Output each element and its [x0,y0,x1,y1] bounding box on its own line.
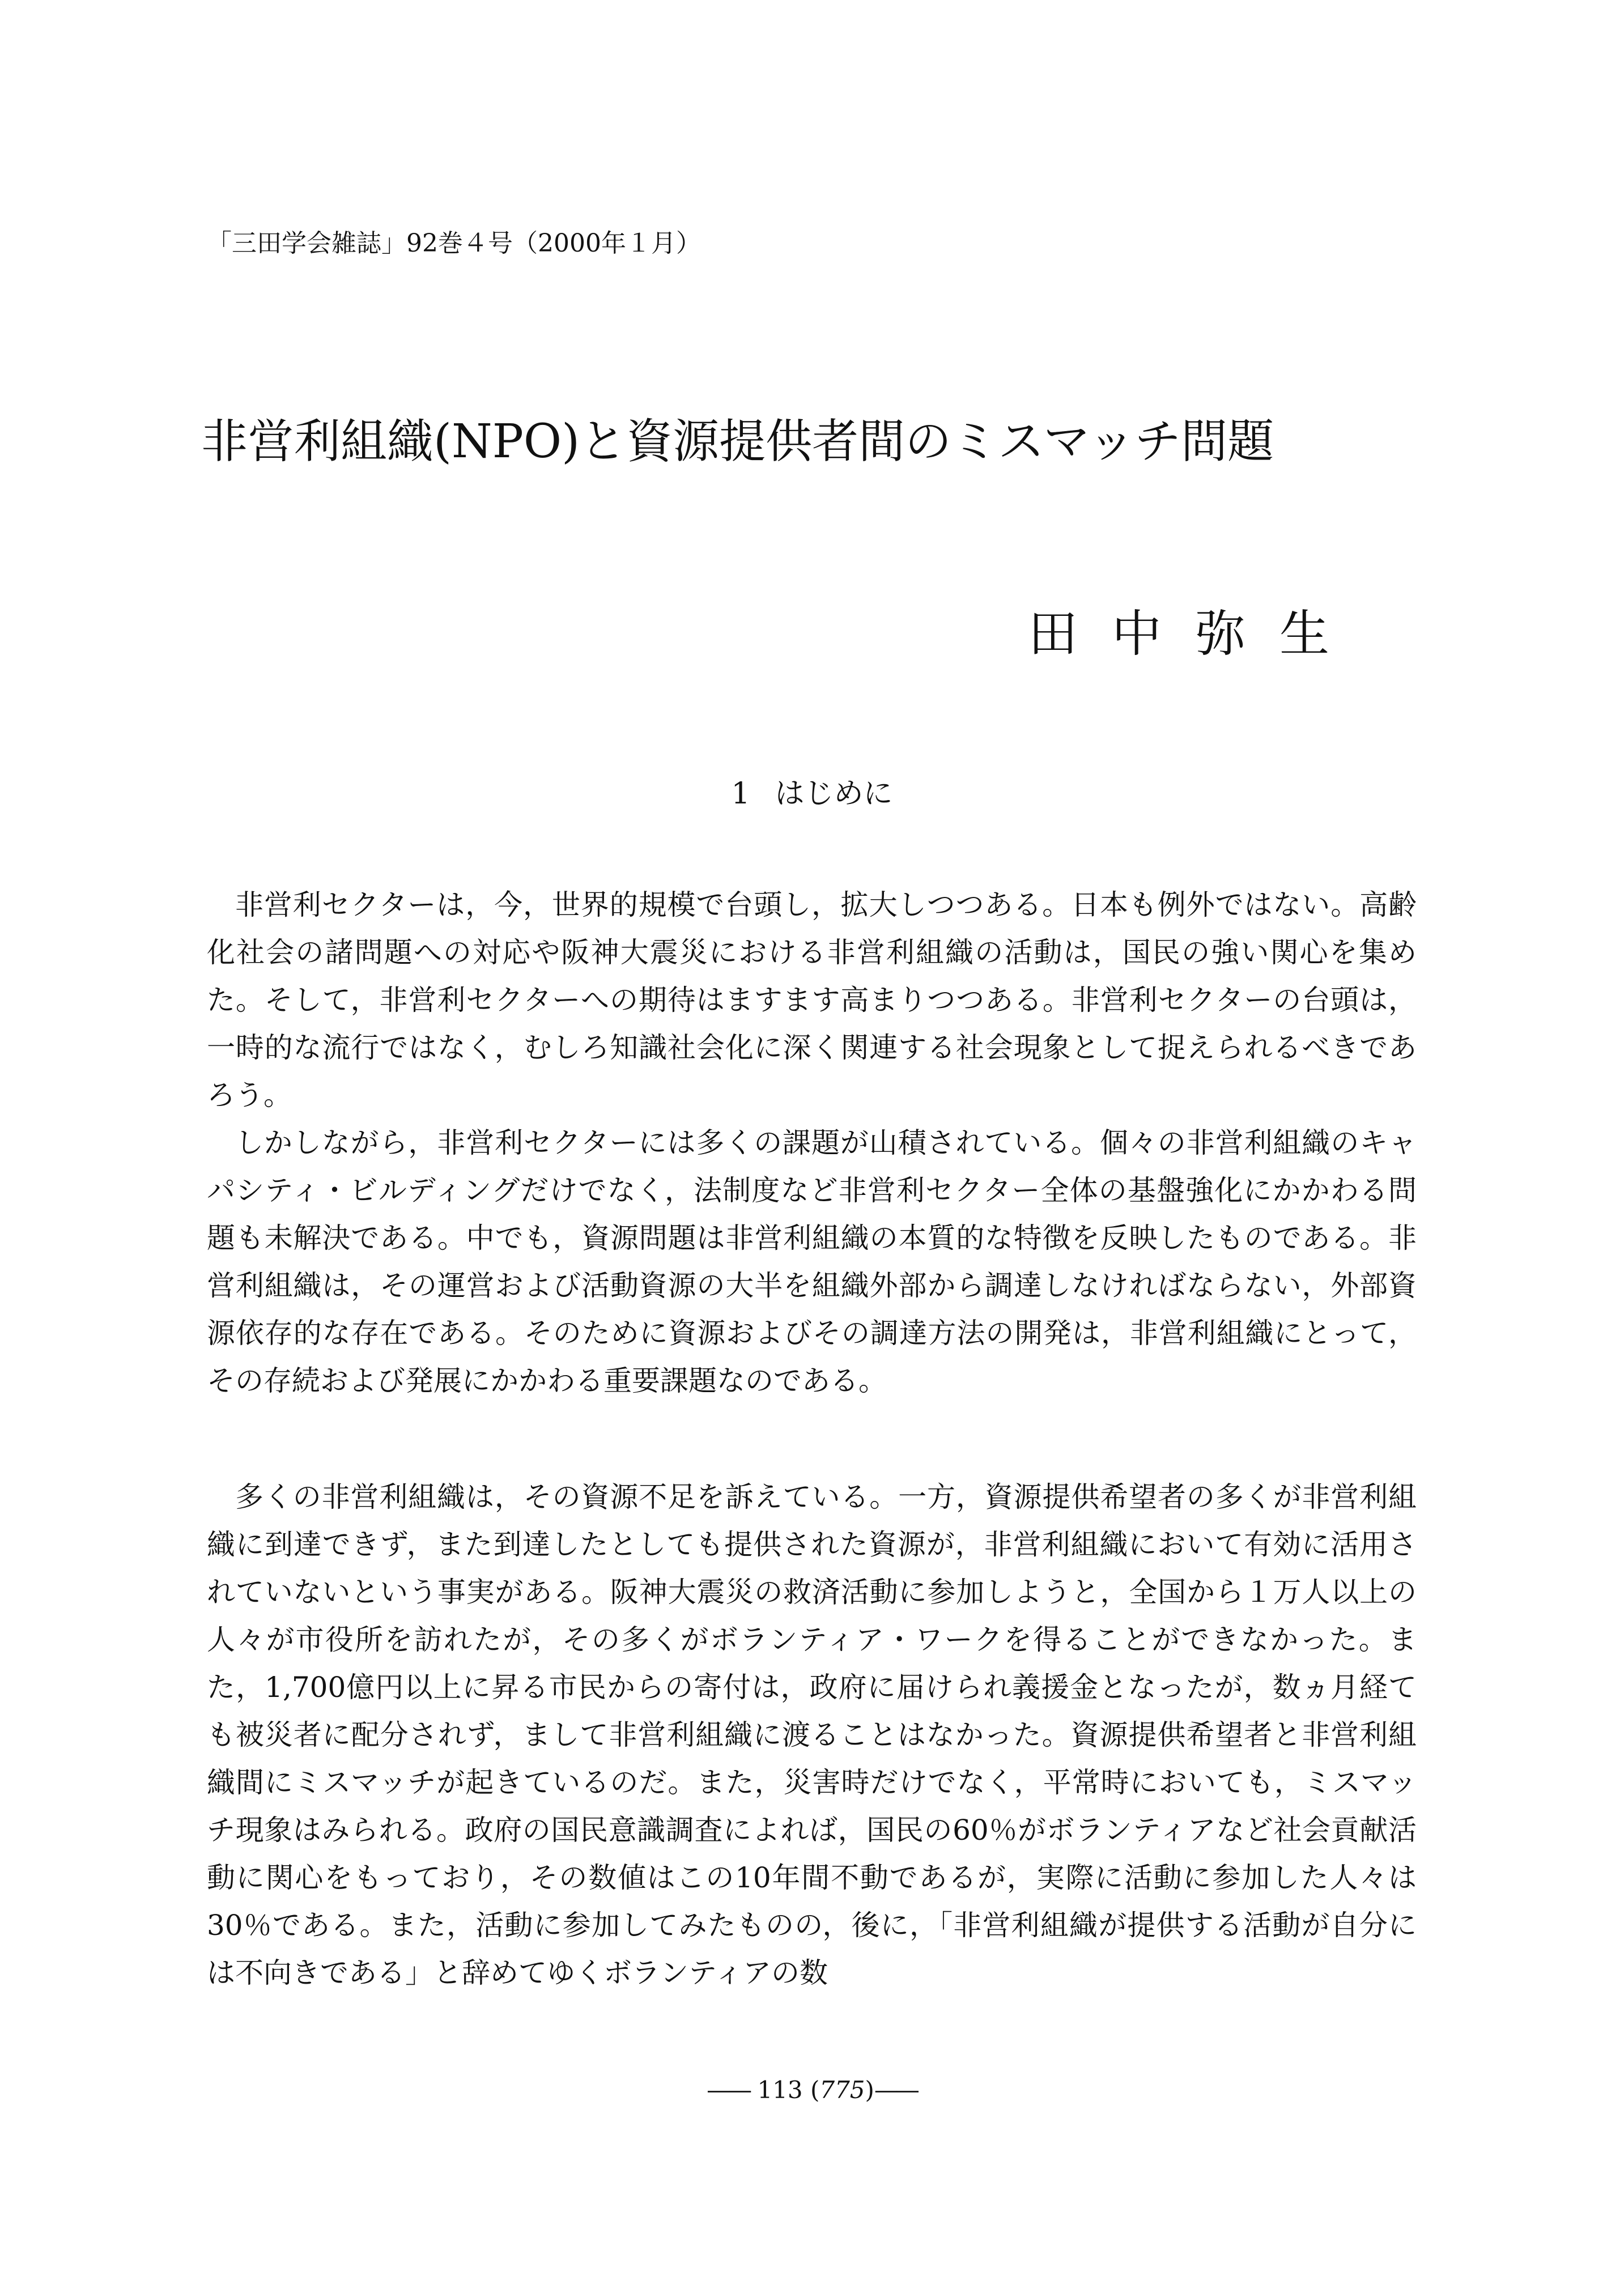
section-number: 1 [731,777,750,811]
original-page-number: 775 [819,2076,865,2104]
page-footer: —— 113 (775)—— [707,2076,917,2104]
footer-dash-left: —— [707,2076,750,2104]
body-block-1 [207,881,1417,1405]
section-heading [0,779,1624,809]
article-title: 非営利組織(NPO)と資源提供者間のミスマッチ問題 [201,415,1274,469]
body-block-2 [207,1473,1417,1997]
section-title: はじめに [775,777,893,811]
page-number: 113 [757,2076,803,2104]
body-paragraph: しかしながら，非営利セクターには多くの課題が山積されている。個々の非営利組織のキャパシティ・ビルディングだけでなく，法制度など非営利セクター全体の基盤強化にかかわる問題も未解決である。中でも，資源問題は非営利組織の本質的な特徴を反映したものである。非営利組織は，その運営および活動資源の大半を組織外部から調達しなければならない，外部資源依存的な存在である。そのために資源およびその調達方法の開発は，非営利組織にとって，その存続および発展にかかわる重要課題なのである。 [207,1126,1417,1397]
journal-citation: 「三田学会雑誌」92巻４号（2000年１月） [207,229,701,258]
body-paragraph: 非営利セクターは，今，世界的規模で台頭し，拡大しつつある。日本も例外ではない。高齢化社会の諸問題への対応や阪神大震災における非営利組織の活動は，国民の強い関心を集めた。そして，非営利セクターへの期待はますます高まりつつある。非営利セクターの台頭は，一時的な流行ではなく，むしろ知識社会化に深く関連する社会現象として捉えられるべきであろう。 [207,888,1417,1112]
body-paragraph: 多くの非営利組織は，その資源不足を訴えている。一方，資源提供希望者の多くが非営利組織に到達できず，また到達したとしても提供された資源が，非営利組織において有効に活用されていないという事実がある。阪神大震災の救済活動に参加しようと，全国から１万人以上の人々が市役所を訪れたが，その多くがボランティア・ワークを得ることができなかった。また，1,700億円以上に昇る市民からの寄付は，政府に届けられ義援金となったが，数ヵ月経ても被災者に配分されず，まして非営利組織に渡ることはなかった。資源提供希望者と非営利組織間にミスマッチが起きているのだ。また，災害時だけでなく，平常時においても，ミスマッチ現象はみられる。政府の国民意識調査によれば，国民の60％がボランティアなど社会貢献活動に関心をもっており，その数値はこの10年間不動であるが，実際に活動に参加した人々は30％である。また，活動に参加してみたものの，後に，「非営利組織が提供する活動が自分には不向きである」と辞めてゆくボランティアの数 [207,1481,1417,1989]
footer-dash-right: —— [874,2076,917,2104]
author-name: 田中弥生 [1027,605,1363,663]
